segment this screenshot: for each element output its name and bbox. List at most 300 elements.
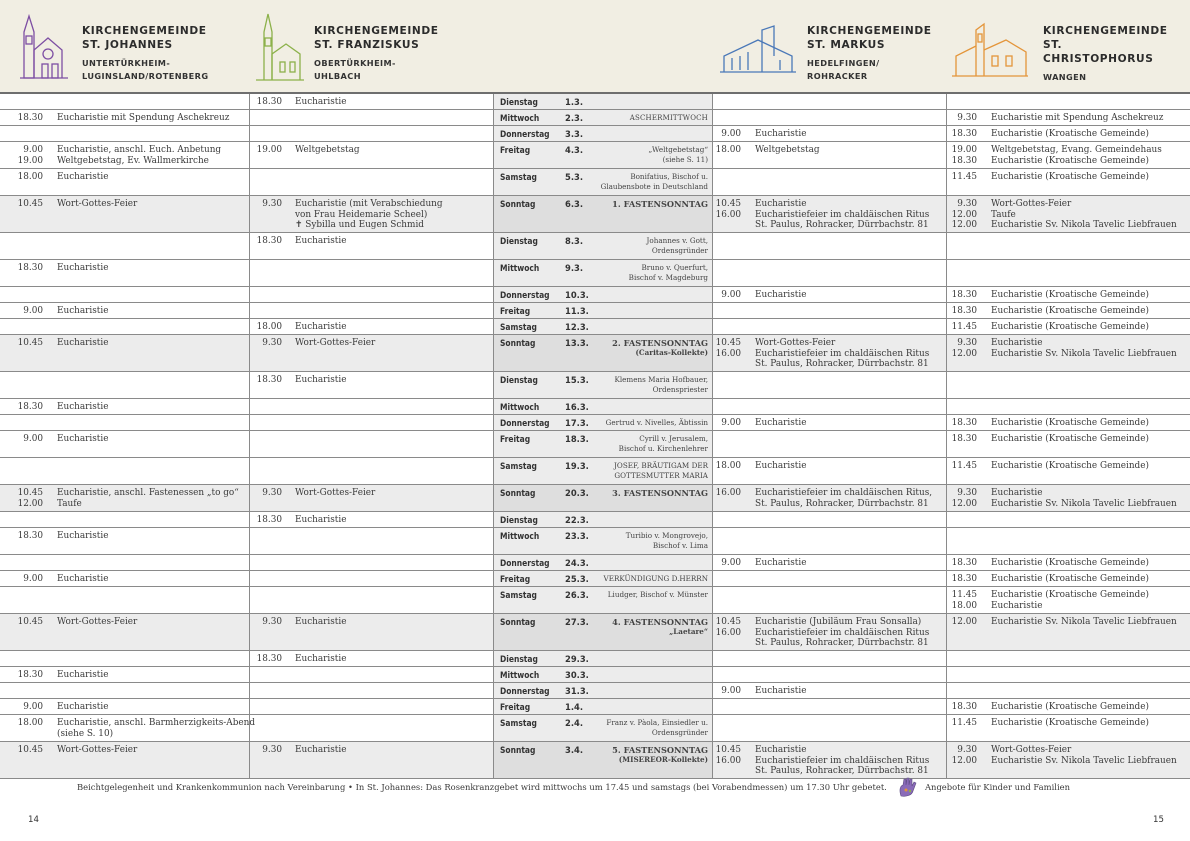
liturgical-info-line: Ordenspriester [652,385,708,395]
service-entry [711,638,946,649]
service-title: Eucharistie [295,617,347,627]
service-title: Eucharistie [57,531,109,541]
col-st-markus [711,94,946,109]
kids-offer-text: Angebote für Kinder und Familien [925,782,1070,792]
table-row [0,260,1190,287]
liturgical-info [590,375,708,396]
col-date [493,431,713,457]
liturgical-info-line: Bischof v. Lima [652,541,708,551]
col-st-christophorus [946,742,1190,778]
service-entry [250,220,494,231]
col-st-johannes [0,512,249,527]
service-time: 9.00 [23,702,43,712]
service-title: Eucharistie [57,306,109,316]
col-st-markus [711,335,946,371]
service-title: Eucharistie [755,290,807,300]
service-time: 9.30 [262,617,282,627]
col-date [493,169,713,195]
col-st-christophorus [946,303,1190,318]
service-entry [947,718,1190,729]
service-title: Wort-Gottes-Feier [991,199,1072,209]
col-date [493,667,713,682]
table-row [0,142,1190,169]
date: 3.4. [565,745,584,755]
date: 2.4. [565,718,584,728]
service-title: Eucharistie [755,129,807,139]
service-time: 18.30 [951,434,977,444]
col-st-christophorus [946,699,1190,714]
service-time: 18.30 [17,263,43,273]
service-title: Eucharistie [991,488,1043,498]
service-entry [250,236,494,247]
col-st-johannes [0,335,249,371]
col-st-franziskus [249,142,494,168]
date: 25.3. [565,574,589,584]
service-time: 18.30 [256,654,282,664]
liturgical-info [590,113,708,123]
liturgical-info [590,418,708,428]
col-date [493,319,713,334]
col-st-johannes [0,319,249,334]
col-st-markus [711,458,946,484]
col-st-franziskus [249,303,494,318]
service-title: Wort-Gottes-Feier [755,338,836,348]
service-entry [711,461,946,472]
table-row [0,715,1190,742]
col-date [493,126,713,141]
service-entry [0,617,249,628]
col-date [493,142,713,168]
service-time: 10.45 [715,617,741,627]
service-title: Eucharistie [57,670,109,680]
liturgical-info-line: Bonifatius, Bischof u. [630,172,708,181]
service-title: Eucharistie, anschl. Euch. Anbetung [57,145,222,155]
service-title: Eucharistie (Kroatische Gemeinde) [991,155,1149,166]
church-st-johannes-icon [18,10,70,80]
col-st-johannes [0,196,249,232]
col-st-markus [711,651,946,666]
weekday: Donnerstag [500,290,550,300]
kids-offer-label [925,782,1070,792]
service-time: 12.00 [17,498,43,509]
weekday: Mittwoch [500,670,540,680]
table-row [0,303,1190,319]
liturgical-info-line: Klemens Maria Hofbauer, [614,375,708,384]
date: 19.3. [565,461,589,471]
service-title: Taufe [57,498,82,509]
col-st-franziskus [249,614,494,650]
service-entry [0,670,249,681]
service-time: 10.45 [17,617,43,627]
service-entry [711,359,946,370]
service-title: Eucharistie, anschl. Barmherzigkeits-Abend [57,718,256,728]
service-entry [711,499,946,510]
col-st-markus [711,142,946,168]
service-time: 19.00 [17,155,43,166]
service-entry [0,199,249,210]
service-entry [947,590,1190,601]
table-row [0,431,1190,458]
weekday: Samstag [500,718,537,728]
service-entry [947,199,1190,210]
church-st-christophorus-icon [950,20,1030,78]
date: 1.3. [565,97,584,107]
parish-label: KIRCHENGEMEINDE [314,25,439,37]
service-entry [0,531,249,542]
col-st-markus [711,699,946,714]
service-entry [250,210,494,221]
col-st-markus [711,399,946,414]
table-row [0,571,1190,587]
col-st-christophorus [946,196,1190,232]
service-entry [250,97,494,108]
service-title: Eucharistie (Kroatische Gemeinde) [991,172,1149,182]
col-st-markus [711,571,946,586]
weekday: Sonntag [500,745,536,755]
service-time: 11.45 [951,172,977,182]
service-entry [250,145,494,156]
date: 3.3. [565,129,584,139]
liturgical-info [590,263,708,284]
col-date [493,335,713,371]
service-time: 9.30 [957,745,977,755]
parish-location: HEDELFINGEN/ ROHRACKER [807,58,880,81]
col-st-johannes [0,587,249,613]
service-title: Eucharistie [57,574,109,584]
service-time: 9.00 [721,129,741,139]
weekday: Samstag [500,322,537,332]
service-title: Eucharistiefeier im chaldäischen Ritus [755,348,930,359]
service-title: Eucharistie Sv. Nikola Tavelic Liebfrauen [991,498,1177,509]
service-time: 18.30 [256,236,282,246]
service-time: 18.30 [951,306,977,316]
table-row [0,126,1190,142]
date: 12.3. [565,322,589,332]
date: 26.3. [565,590,589,600]
col-st-christophorus [946,587,1190,613]
service-title: Eucharistie (Kroatische Gemeinde) [991,129,1149,139]
service-title: Eucharistie (Kroatische Gemeinde) [991,702,1149,712]
date: 15.3. [565,375,589,385]
col-date [493,233,713,259]
service-title: St. Paulus, Rohracker, Dürrbachstr. 81 [755,359,929,370]
service-title: Eucharistie Sv. Nikola Tavelic Liebfrauen [991,755,1177,766]
service-time: 9.30 [957,113,977,123]
service-entry [711,617,946,628]
service-entry [0,499,249,510]
col-st-markus [711,126,946,141]
service-time: 9.30 [957,199,977,209]
col-st-franziskus [249,512,494,527]
col-st-markus [711,303,946,318]
liturgical-info-line: (MISEREOR-Kollekte) [618,755,708,765]
table-row [0,485,1190,512]
service-time: 19.00 [951,145,977,155]
parish-location: UNTERTÜRKHEIM- LUGINSLAND/ROTENBERG [82,58,209,81]
col-st-christophorus [946,399,1190,414]
service-entry [947,290,1190,301]
service-title: Eucharistie [57,702,109,712]
liturgical-info [590,434,708,455]
col-date [493,742,713,778]
col-st-franziskus [249,126,494,141]
col-st-franziskus [249,458,494,484]
service-entry [711,145,946,156]
table-row [0,458,1190,485]
parish-location: OBERTÜRKHEIM- UHLBACH [314,58,396,81]
service-entry [0,402,249,413]
service-entry [0,729,249,740]
date: 13.3. [565,338,589,348]
service-title: Eucharistie [295,654,347,664]
col-st-franziskus [249,528,494,554]
weekday: Mittwoch [500,113,540,123]
liturgical-info-line: VERKÜNDIGUNG D.HERRN [603,574,708,583]
service-entry [0,488,249,499]
service-time: 18.00 [256,322,282,332]
col-st-markus [711,415,946,430]
liturgical-info [590,590,708,600]
col-date [493,485,713,511]
service-entry [947,617,1190,628]
service-entry [947,601,1190,612]
col-st-johannes [0,372,249,398]
col-st-johannes [0,287,249,302]
service-title: Eucharistie (Kroatische Gemeinde) [991,590,1149,600]
table-row [0,233,1190,260]
table-row [0,110,1190,126]
col-st-johannes [0,110,249,125]
col-date [493,528,713,554]
table-row [0,512,1190,528]
liturgical-info-line: Turibio v. Mongrovejo, [625,531,708,540]
col-st-johannes [0,555,249,570]
date: 17.3. [565,418,589,428]
service-entry [0,338,249,349]
service-entry [0,702,249,713]
service-time: 9.30 [957,338,977,348]
date: 30.3. [565,670,589,680]
service-title: Eucharistie (Kroatische Gemeinde) [991,306,1149,316]
service-time: 9.30 [262,199,282,209]
service-entry [711,199,946,210]
date: 8.3. [565,236,584,246]
page-number-right: 15 [1153,815,1164,825]
col-st-franziskus [249,319,494,334]
col-st-christophorus [946,431,1190,457]
col-st-franziskus [249,399,494,414]
date: 4.3. [565,145,584,155]
col-st-markus [711,169,946,195]
parish-name: ST. CHRISTOPHORUS [1043,39,1154,65]
service-title: Eucharistie [57,434,109,444]
service-title: Eucharistie [755,686,807,696]
service-time: 9.00 [23,145,43,155]
weekday: Samstag [500,590,537,600]
weekday: Dienstag [500,654,538,664]
service-entry [947,488,1190,499]
col-st-christophorus [946,319,1190,334]
table-row [0,555,1190,571]
col-st-markus [711,260,946,286]
service-title: Wort-Gottes-Feier [295,488,376,498]
table-row [0,287,1190,303]
service-entry [250,322,494,333]
service-time: 18.00 [715,145,741,155]
service-entry [0,745,249,756]
col-st-christophorus [946,614,1190,650]
col-st-johannes [0,126,249,141]
col-st-johannes [0,94,249,109]
service-title: St. Paulus, Rohracker, Dürrbachstr. 81 [755,766,929,777]
col-st-franziskus [249,683,494,698]
service-title: Eucharistie [755,461,807,471]
col-date [493,287,713,302]
service-title: Weltgebetstag, Evang. Gemeindehaus [991,145,1162,155]
service-title: Eucharistie [295,515,347,525]
service-entry [0,306,249,317]
col-st-franziskus [249,715,494,741]
service-entry [0,263,249,274]
service-time: 12.00 [951,209,977,220]
col-st-markus [711,233,946,259]
service-time: 9.00 [721,558,741,568]
service-title: Weltgebetstag [295,145,360,155]
col-date [493,399,713,414]
weekday: Freitag [500,306,531,316]
col-st-franziskus [249,571,494,586]
weekday: Donnerstag [500,418,550,428]
service-time: 12.00 [951,348,977,359]
service-entry [0,574,249,585]
col-st-johannes [0,431,249,457]
col-st-johannes [0,667,249,682]
table-row [0,742,1190,779]
service-time: 12.00 [951,617,977,627]
service-entry [947,172,1190,183]
service-title: Eucharistie [295,322,347,332]
service-title: Eucharistiefeier im chaldäischen Ritus [755,627,930,638]
col-st-christophorus [946,651,1190,666]
parish-label: KIRCHENGEMEINDE [1043,25,1168,37]
service-entry [0,113,249,124]
service-title: St. Paulus, Rohracker, Dürrbachstr. 81 [755,220,929,231]
service-time: 18.30 [951,290,977,300]
service-title: St. Paulus, Rohracker, Dürrbachstr. 81 [755,498,929,509]
col-st-johannes [0,614,249,650]
col-st-christophorus [946,110,1190,125]
service-time: 16.00 [715,209,741,220]
col-st-johannes [0,233,249,259]
col-st-markus [711,485,946,511]
col-st-markus [711,287,946,302]
col-date [493,683,713,698]
col-st-markus [711,667,946,682]
table-row [0,587,1190,614]
liturgical-info-line: Liudger, Bischof v. Münster [607,590,708,599]
service-time: 9.30 [262,488,282,498]
service-title: Wort-Gottes-Feier [57,199,138,209]
service-entry [947,322,1190,333]
service-title: Eucharistie [755,199,807,209]
date: 29.3. [565,654,589,664]
parish-name: ST. FRANZISKUS [314,39,420,51]
liturgical-info [590,574,708,584]
col-st-christophorus [946,260,1190,286]
service-entry [711,349,946,360]
col-st-franziskus [249,651,494,666]
service-title: St. Paulus, Rohracker, Dürrbachstr. 81 [755,638,929,649]
service-title: Eucharistie Sv. Nikola Tavelic Liebfrauen [991,617,1177,627]
service-entry [947,338,1190,349]
weekday: Mittwoch [500,531,540,541]
service-title: Eucharistie (Kroatische Gemeinde) [991,434,1149,444]
service-time: 10.45 [17,745,43,755]
service-time: 10.45 [715,745,741,755]
liturgical-info [590,488,708,498]
service-time: 18.30 [951,702,977,712]
liturgical-info [590,338,708,359]
liturgical-info [590,617,708,638]
weekday: Donnerstag [500,686,550,696]
service-time: 9.00 [721,686,741,696]
service-title: Eucharistie (Kroatische Gemeinde) [991,718,1149,728]
service-time: 18.00 [17,172,43,182]
col-st-christophorus [946,512,1190,527]
col-st-christophorus [946,415,1190,430]
service-title: Eucharistie mit Spendung Aschekreuz [991,113,1164,123]
col-st-franziskus [249,260,494,286]
col-st-christophorus [946,335,1190,371]
service-entry [711,418,946,429]
service-time: 18.30 [256,97,282,107]
weekday: Freitag [500,574,531,584]
col-st-christophorus [946,94,1190,109]
church-st-franziskus-icon [254,10,306,82]
service-title: Wort-Gottes-Feier [295,338,376,348]
table-row [0,196,1190,233]
service-time: 18.30 [17,113,43,123]
col-st-markus [711,742,946,778]
service-entry [947,574,1190,585]
service-title: Eucharistie [991,338,1043,348]
service-time: 18.00 [951,600,977,611]
service-title: Eucharistie, anschl. Fastenessen „to go“ [57,488,239,498]
service-time: 9.30 [262,338,282,348]
service-time: 10.45 [17,488,43,498]
col-st-markus [711,683,946,698]
col-st-franziskus [249,742,494,778]
col-st-johannes [0,699,249,714]
service-time: 18.30 [951,574,977,584]
service-entry [947,306,1190,317]
table-row [0,528,1190,555]
col-st-christophorus [946,528,1190,554]
col-date [493,587,713,613]
col-st-franziskus [249,110,494,125]
service-time: 18.30 [17,531,43,541]
col-st-johannes [0,415,249,430]
parish-label: KIRCHENGEMEINDE [807,25,932,37]
weekday: Freitag [500,145,531,155]
parish-location: WANGEN [1043,72,1087,82]
table-row [0,335,1190,372]
service-entry [947,756,1190,767]
col-st-franziskus [249,287,494,302]
service-entry [250,745,494,756]
col-st-johannes [0,142,249,168]
date: 1.4. [565,702,584,712]
